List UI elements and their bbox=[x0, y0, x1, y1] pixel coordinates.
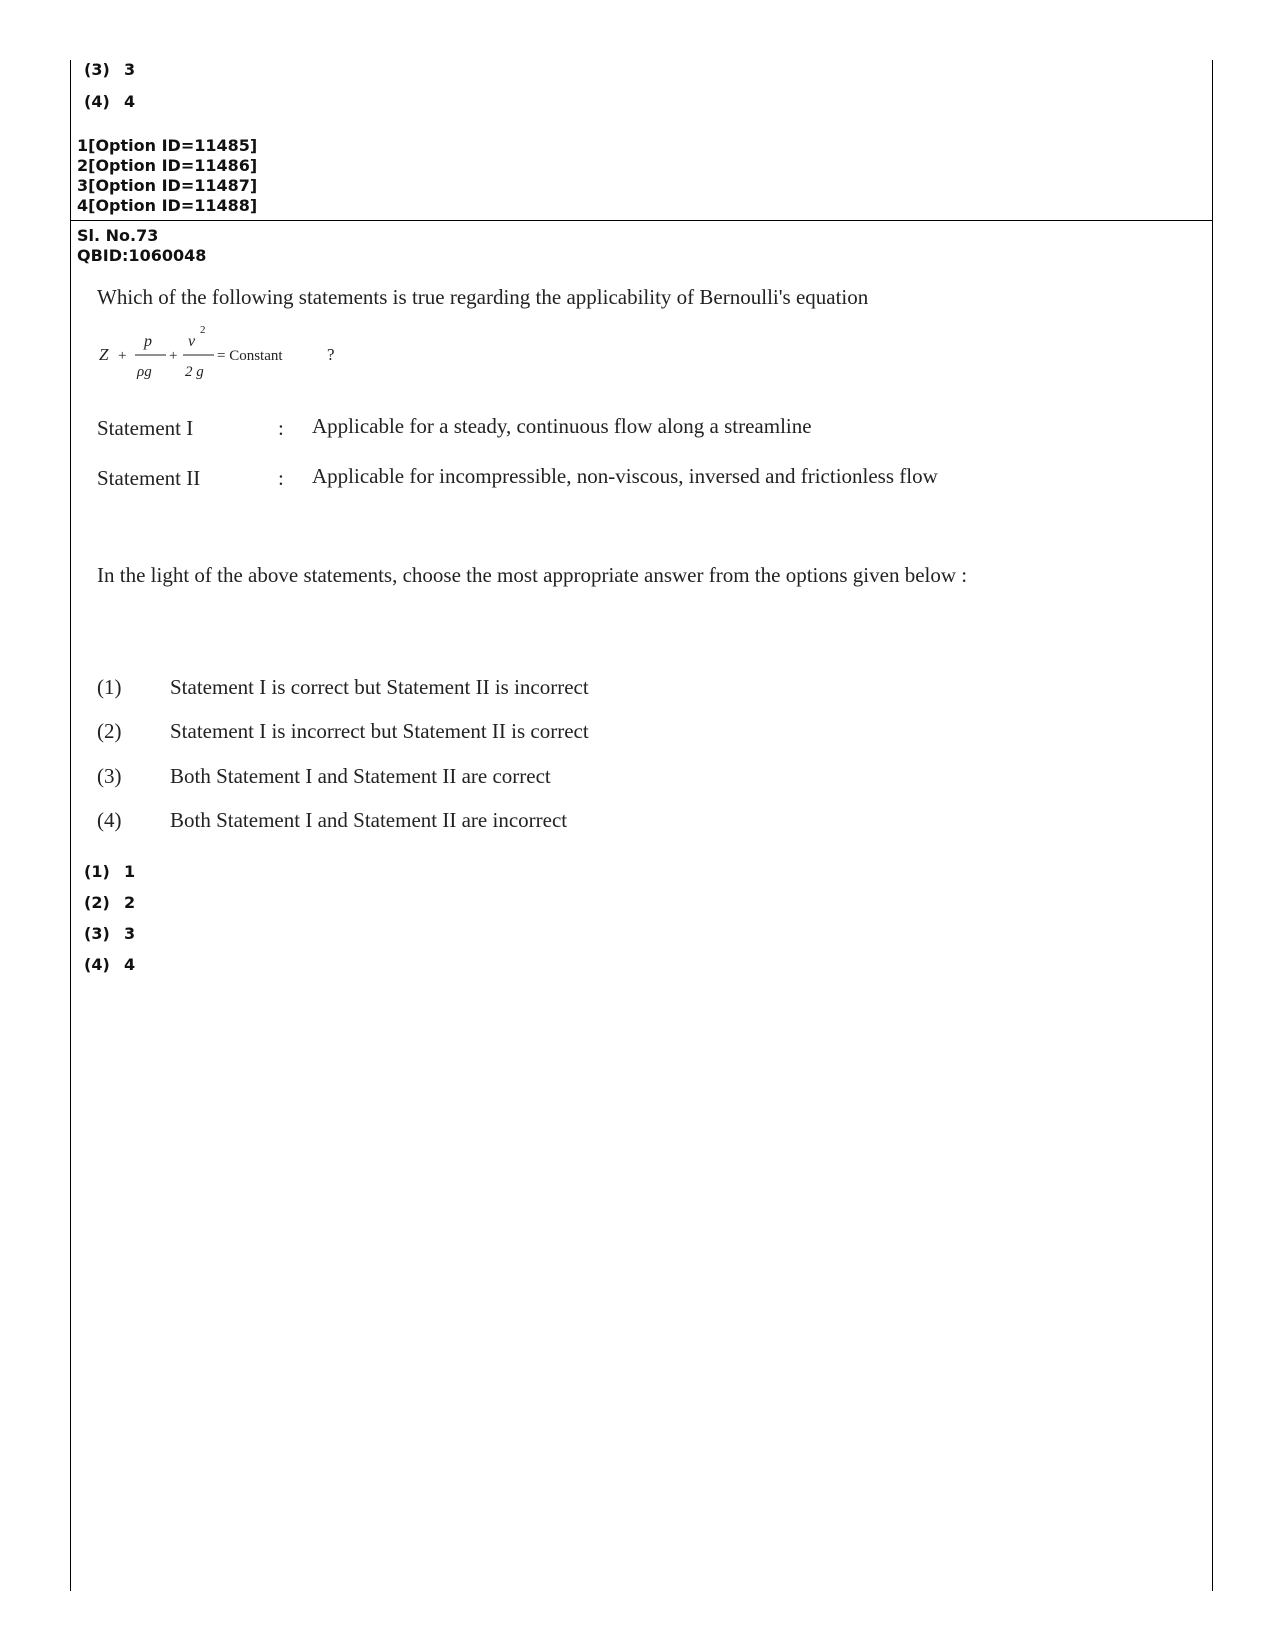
prev-option-value: 3 bbox=[124, 60, 136, 79]
option-row bbox=[84, 924, 135, 943]
statement-1-colon: : bbox=[278, 416, 284, 440]
eq-exponent: 2 bbox=[200, 324, 206, 336]
option-label: (2) bbox=[84, 893, 110, 912]
answer-number: (3) bbox=[97, 764, 122, 788]
question-prompt: In the light of the above statements, choose the most appropriate answer from the options given below : bbox=[97, 563, 968, 587]
answer-number: (1) bbox=[97, 675, 122, 699]
eq-equals-constant: = Constant bbox=[217, 348, 283, 364]
statement-2-label: Statement II bbox=[97, 466, 201, 490]
prev-option-label: (4) bbox=[84, 92, 110, 111]
option-id: 3[Option ID=11487] bbox=[77, 176, 258, 195]
eq-v: v bbox=[188, 333, 196, 350]
option-label: (3) bbox=[84, 924, 110, 943]
prev-option-4 bbox=[84, 92, 135, 111]
prev-option-label: (3) bbox=[84, 60, 110, 79]
statement-1-label: Statement I bbox=[97, 416, 194, 440]
answer-choice bbox=[97, 764, 551, 789]
statement-1-text: Applicable for a steady, continuous flow along a streamline bbox=[312, 414, 812, 438]
option-label: (4) bbox=[84, 955, 110, 974]
eq-p: p bbox=[144, 333, 152, 350]
right-border bbox=[1212, 60, 1213, 1591]
eq-two-g: 2 g bbox=[185, 364, 204, 380]
option-id-list bbox=[77, 136, 257, 216]
option-value: 2 bbox=[124, 893, 136, 912]
statement-2-colon: : bbox=[278, 466, 284, 490]
prev-option-3 bbox=[84, 60, 135, 79]
option-row bbox=[84, 893, 135, 912]
eq-z: Z bbox=[99, 345, 109, 364]
option-id: 4[Option ID=11488] bbox=[77, 196, 258, 215]
option-value: 4 bbox=[124, 955, 136, 974]
answer-text: Statement I is correct but Statement II is incorrect bbox=[170, 675, 589, 699]
answer-text: Both Statement I and Statement II are correct bbox=[170, 764, 551, 788]
question-divider bbox=[70, 220, 1213, 221]
option-value: 1 bbox=[124, 862, 136, 881]
bernoulli-equation bbox=[99, 322, 399, 382]
option-id: 1[Option ID=11485] bbox=[77, 136, 258, 155]
option-value: 3 bbox=[124, 924, 136, 943]
answer-choice bbox=[97, 808, 567, 833]
answer-number: (2) bbox=[97, 719, 122, 743]
question-header bbox=[77, 226, 206, 266]
answer-text: Statement I is incorrect but Statement II is correct bbox=[170, 719, 589, 743]
statement-2-text: Applicable for incompressible, non-viscous, inversed and frictionless flow bbox=[312, 464, 938, 488]
qbid: QBID:1060048 bbox=[77, 246, 207, 265]
left-border bbox=[70, 60, 71, 1591]
answer-text: Both Statement I and Statement II are incorrect bbox=[170, 808, 568, 832]
prev-option-value: 4 bbox=[124, 92, 136, 111]
eq-question-mark: ? bbox=[327, 345, 335, 364]
option-row bbox=[84, 955, 135, 974]
eq-plus: + bbox=[118, 348, 127, 364]
answer-choice bbox=[97, 719, 589, 744]
question-intro: Which of the following statements is true regarding the applicability of Bernoulli's equation bbox=[97, 285, 869, 309]
answer-number: (4) bbox=[97, 808, 122, 832]
serial-number: Sl. No.73 bbox=[77, 226, 159, 245]
option-row bbox=[84, 862, 135, 881]
eq-plus: + bbox=[169, 348, 178, 364]
option-label: (1) bbox=[84, 862, 110, 881]
option-id: 2[Option ID=11486] bbox=[77, 156, 258, 175]
eq-rho-g: ρg bbox=[137, 364, 152, 380]
answer-choice bbox=[97, 675, 589, 700]
